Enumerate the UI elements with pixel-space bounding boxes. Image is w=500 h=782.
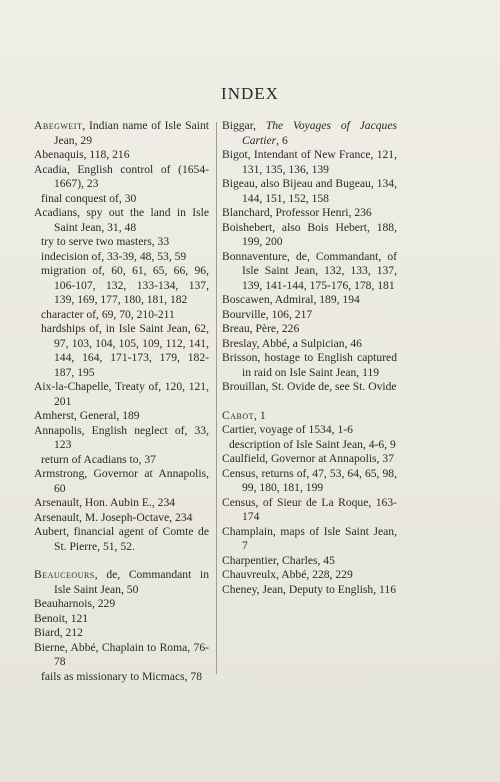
index-entry-text: Acadians, spy out the land in Isle Saint Jean, 31, 48: [34, 206, 209, 234]
index-entry-title: The Voyages of Jacques Cartier: [242, 119, 398, 147]
index-entry-text: Breslay, Abbé, a Sulpician, 46: [222, 336, 362, 350]
column-divider: [216, 122, 217, 674]
index-entry: [222, 322, 397, 337]
index-entry-text: Beauharnois, 229: [34, 597, 116, 610]
index-entry: [34, 163, 209, 192]
index-entry-text: , de, Commandant in Isle Saint Jean, 50: [54, 568, 209, 596]
index-entry-text: Arsenault, M. Joseph-Octave, 234: [34, 510, 193, 524]
index-entry: [222, 568, 397, 583]
index-entry-text: Amherst, General, 189: [34, 409, 140, 422]
index-entry-text: Blanchard, Professor Henri, 236: [222, 206, 372, 219]
index-entry: [34, 467, 209, 496]
index-subentry: [222, 438, 397, 453]
index-entry-text: Armstrong, Governor at Annapolis, 60: [34, 467, 209, 495]
index-entry-text: Boishebert, also Bois Hebert, 188, 199, 200: [222, 220, 397, 248]
index-entry: [222, 308, 397, 323]
index-entry: [34, 148, 209, 163]
index-entry-text: final conquest of, 30: [41, 191, 137, 205]
index-entry-text: Biard, 212: [34, 626, 83, 639]
index-entry-text: hardships of, in Isle Saint Jean, 62, 97, 103, 104, 105, 109, 112, 141, 144, 164, 171-173, 179, 182-187, 195: [41, 322, 209, 379]
page-title: INDEX: [221, 84, 279, 103]
index-entry: [222, 452, 397, 467]
index-entry: [34, 641, 209, 670]
index-entry: [34, 380, 209, 409]
index-entry: [222, 525, 397, 554]
index-entry: [34, 511, 209, 526]
index-entry-text: , 1: [254, 408, 266, 422]
index-entry: [34, 409, 209, 424]
index-entry: [222, 554, 397, 569]
index-subentry: [34, 308, 209, 323]
index-subentry: [34, 453, 209, 468]
index-entry: [34, 597, 209, 612]
index-subentry: [34, 264, 209, 308]
index-entry-text: Breau, Père, 226: [222, 322, 300, 335]
index-entry-text: Benoit, 121: [34, 611, 89, 625]
index-entry-text: Charpentier, Charles, 45: [222, 553, 335, 567]
index-entry-text: Biggar,: [222, 119, 266, 132]
index-entry-text: Cheney, Jean, Deputy to English, 116: [222, 582, 396, 596]
index-entry-text: Bonnaventure, de, Commandant, of Isle Saint Jean, 132, 133, 137, 139, 141-144, 175-176, 178, 181: [222, 249, 397, 292]
index-entry-text: Chauvreulx, Abbé, 228, 229: [222, 568, 353, 581]
index-entry-text: Arsenault, Hon. Aubin E., 234: [34, 496, 176, 509]
index-entry-text: Bierne, Abbé, Chaplain to Roma, 76-78: [34, 640, 209, 668]
index-entry: [222, 250, 397, 294]
index-subentry: [34, 250, 209, 265]
index-entry-text: Cartier, voyage of 1534, 1-6: [222, 423, 353, 436]
index-entry-head: Abegweit: [34, 119, 83, 132]
index-entry-text: return of Acadians to, 37: [41, 452, 156, 466]
index-entry-text: Census, returns of, 47, 53, 64, 65, 98, 99, 180, 181, 199: [222, 466, 397, 494]
index-entry-text: Champlain, maps of Isle Saint Jean, 7: [222, 524, 397, 552]
index-entry: [34, 626, 209, 641]
index-entry: [222, 206, 397, 221]
index-entry-text: character of, 69, 70, 210-211: [41, 307, 175, 321]
index-entry-text: Aubert, financial agent of Comte de St. Pierre, 51, 52.: [34, 525, 209, 553]
index-entry: [34, 496, 209, 511]
index-entry-text: migration of, 60, 61, 65, 66, 96, 106-107, 132, 133-134, 137, 139, 169, 177, 180, 181, 182: [41, 264, 209, 306]
index-entry-text: description of Isle Saint Jean, 4-6, 9: [229, 437, 396, 451]
entry-group-gap: [222, 395, 397, 409]
index-entry-text: Brisson, hostage to English captured in raid on Isle Saint Jean, 119: [222, 351, 397, 379]
index-entry: [222, 467, 397, 496]
index-entry-text: Aix-la-Chapelle, Treaty of, 120, 121, 201: [34, 380, 209, 408]
index-column-left: [34, 119, 209, 684]
index-entry: [34, 568, 209, 597]
index-entry: [222, 423, 397, 438]
index-entry: [34, 206, 209, 235]
index-subentry: [34, 670, 209, 685]
index-entry: [34, 424, 209, 453]
index-entry-text: Bigeau, also Bijeau and Bugeau, 134, 144, 151, 152, 158: [222, 177, 397, 205]
index-entry: [34, 119, 209, 148]
entry-group-gap: [34, 554, 209, 568]
index-entry: [222, 293, 397, 308]
index-entry: [222, 177, 397, 206]
index-entry-head: Beauceours: [34, 568, 95, 581]
index-entry: [222, 148, 397, 177]
index-entry: [222, 119, 397, 148]
index-entry-text: , Indian name of Isle Saint Jean, 29: [54, 119, 209, 147]
index-subentry: [34, 192, 209, 207]
index-entry-text: Census, of Sieur de La Roque, 163-174: [222, 495, 397, 523]
index-entry: [222, 221, 397, 250]
index-entry: [222, 351, 397, 380]
index-entry-text: Bourville, 106, 217: [222, 307, 313, 321]
index-entry-text: Caulfield, Governor at Annapolis, 37: [222, 452, 394, 465]
index-subentry: [34, 322, 209, 380]
index-entry-text: Boscawen, Admiral, 189, 194: [222, 293, 360, 306]
index-entry: [222, 583, 397, 598]
index-entry: [222, 380, 397, 395]
index-entry: [222, 337, 397, 352]
index-subentry: [34, 235, 209, 250]
index-entry: [222, 409, 397, 424]
index-entry-text: Acadia, English control of (1654-1667), 23: [34, 162, 209, 190]
index-entry-text: Brouillan, St. Ovide de, see St. Ovide: [222, 380, 397, 393]
index-column-right: [222, 119, 397, 597]
index-entry-text: Bigot, Intendant of New France, 121, 131, 135, 136, 139: [222, 148, 397, 176]
index-entry-head: Cabot: [222, 408, 255, 422]
index-entry-text: Annapolis, English neglect of, 33, 123: [34, 423, 209, 451]
index-entry: [34, 612, 209, 627]
index-entry: [222, 496, 397, 525]
index-entry-text: try to serve two masters, 33: [41, 235, 170, 248]
index-entry-text: Abenaquis, 118, 216: [34, 148, 130, 161]
index-entry-text: indecision of, 33-39, 48, 53, 59: [41, 249, 187, 263]
index-entry-pages: , 6: [276, 133, 288, 147]
index-entry: [34, 525, 209, 554]
index-entry-text: fails as missionary to Micmacs, 78: [41, 669, 202, 683]
